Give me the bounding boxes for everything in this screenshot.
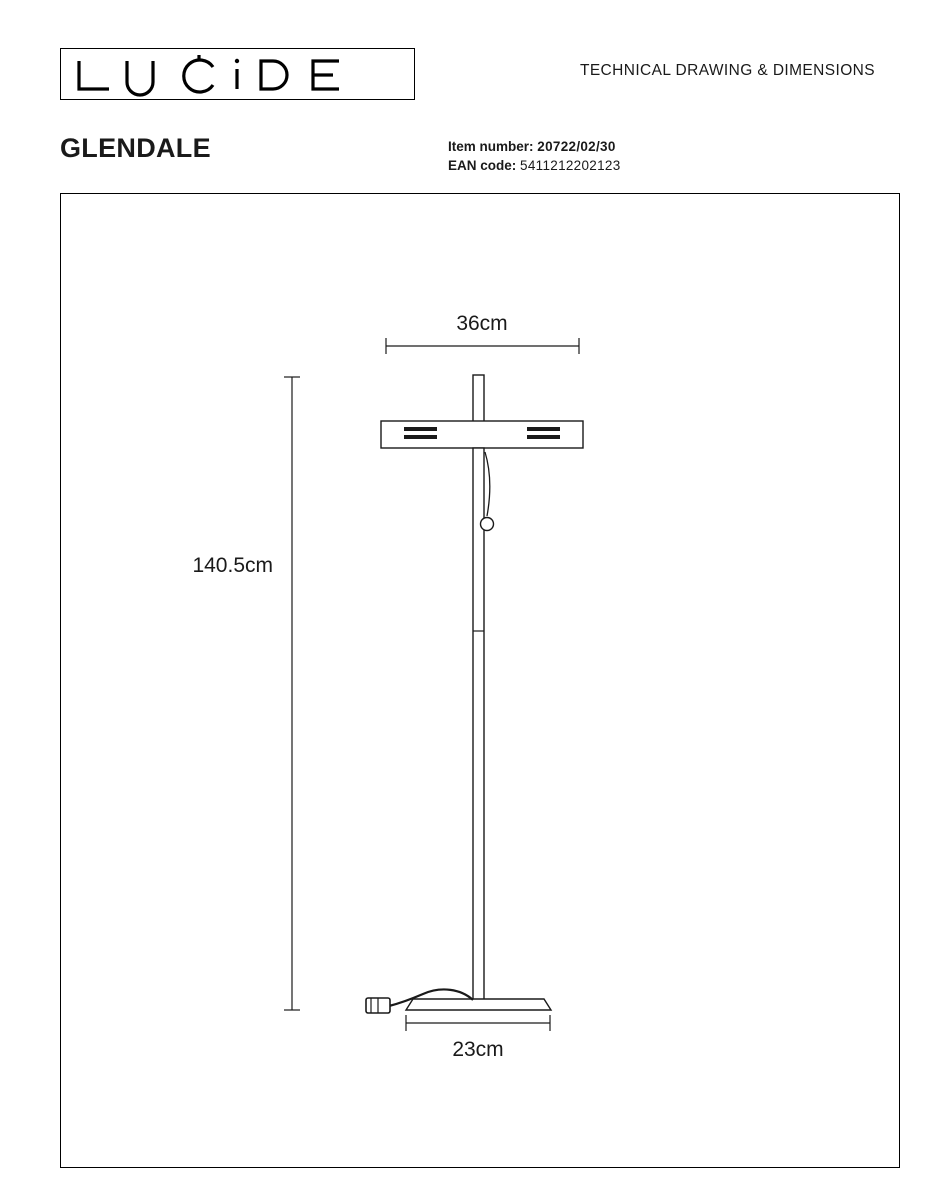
lamp-technical-drawing: [61, 194, 899, 1167]
dimension-base-width-label: 23cm: [452, 1038, 504, 1061]
item-number-label: Item number:: [448, 139, 534, 154]
item-number-value: 20722/02/30: [537, 139, 616, 154]
brand-logo: [60, 48, 415, 100]
dimension-width-top: [386, 312, 579, 354]
dimension-height-label: 140.5cm: [192, 554, 273, 577]
header-caption: TECHNICAL DRAWING & DIMENSIONS: [579, 62, 875, 79]
title-row: [60, 133, 875, 179]
floor-lamp-illustration: [366, 375, 583, 1013]
ean-label: EAN code:: [448, 158, 517, 173]
dimension-base-width: [406, 1015, 550, 1061]
ean-line: [448, 156, 621, 175]
dimension-width-top-label: 36cm: [456, 312, 508, 335]
power-plug-icon: [366, 998, 390, 1013]
document-header: [60, 48, 875, 104]
item-number-line: [448, 137, 621, 156]
technical-drawing-frame: [60, 193, 900, 1168]
dimension-height: [192, 377, 300, 1010]
lucide-logo-icon: [61, 49, 416, 101]
page-title: GLENDALE: [60, 133, 211, 163]
product-meta: [448, 137, 621, 175]
ean-value: 5411212202123: [520, 158, 621, 173]
